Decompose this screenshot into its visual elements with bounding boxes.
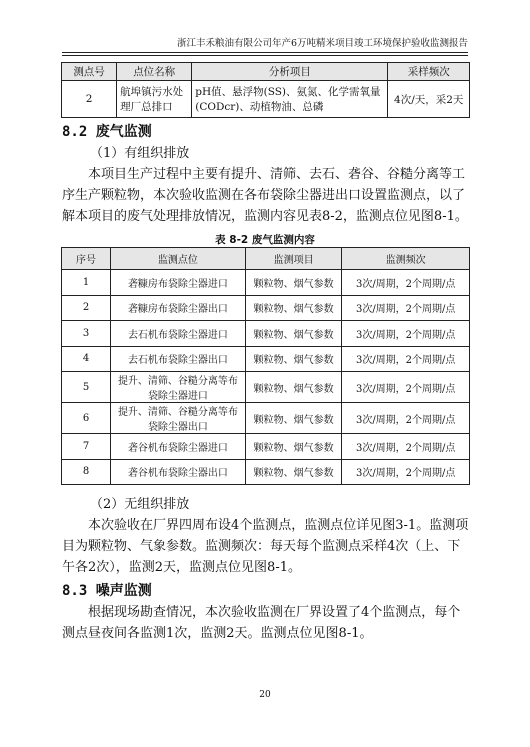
col-header-frequency: 监测频次 <box>342 248 470 270</box>
cell-item: 颗粒物、烟气参数 <box>245 270 341 296</box>
table-row <box>62 321 470 347</box>
cell-no: 5 <box>62 372 111 403</box>
cell-item: 颗粒物、烟气参数 <box>245 434 341 460</box>
table-row <box>62 270 470 296</box>
cell-no: 6 <box>62 403 111 434</box>
cell-site: 砻糠房布袋除尘器进口 <box>111 270 246 296</box>
cell-site: 去石机布袋除尘器进口 <box>111 321 246 347</box>
cell-item: 颗粒物、烟气参数 <box>245 372 341 403</box>
cell-item: 颗粒物、烟气参数 <box>245 321 341 347</box>
col-header-site: 监测点位 <box>111 248 246 270</box>
table-row <box>62 346 470 372</box>
cell-site: 提升、清筛、谷糙分离等布袋除尘器进口 <box>111 372 246 403</box>
table-row <box>62 81 470 118</box>
cell-freq: 3次/周期，2个周期/点 <box>342 403 470 434</box>
page-number: 20 <box>259 690 271 700</box>
cell-site: 砻糠房布袋除尘器出口 <box>111 295 246 321</box>
cell-name: 航埠镇污水处理厂总排口 <box>117 81 192 118</box>
water-monitoring-table <box>61 62 470 118</box>
page-header: 浙江丰禾粮油有限公司年产6万吨精米项目竣工环境保护验收监测报告 <box>62 35 468 53</box>
section-title-8-2: 8.2 废气监测 <box>62 124 152 140</box>
col-header-point-name: 点位名称 <box>117 63 192 81</box>
cell-freq: 3次/周期，2个周期/点 <box>342 372 470 403</box>
table-caption: 表 8-2 废气监测内容 <box>215 234 315 246</box>
paragraph-unorganized: 本次验收在厂界四周布设4个监测点，监测点位详见图3-1。监测项目为颗粒物、气象参数。监测频次：每天每个监测点采样4次（上、下午各2次），监测2天，监测点位见图8-1。 <box>62 518 469 575</box>
cell-no: 7 <box>62 434 111 460</box>
table-row <box>62 403 470 434</box>
col-header-analysis: 分析项目 <box>192 63 388 81</box>
cell-no: 2 <box>62 81 117 118</box>
cell-item: 颗粒物、烟气参数 <box>245 459 341 485</box>
cell-item: 颗粒物、烟气参数 <box>245 295 341 321</box>
cell-item: 颗粒物、烟气参数 <box>245 403 341 434</box>
cell-no: 1 <box>62 270 111 296</box>
cell-site: 砻谷机布袋除尘器出口 <box>111 459 246 485</box>
cell-no: 4 <box>62 346 111 372</box>
subheading-unorganized: （2）无组织排放 <box>90 497 190 512</box>
subheading-organized: （1）有组织排放 <box>90 146 190 161</box>
table-row <box>62 459 470 485</box>
col-header-frequency: 采样频次 <box>388 63 470 81</box>
cell-no: 2 <box>62 295 111 321</box>
col-header-no: 序号 <box>62 248 111 270</box>
cell-no: 8 <box>62 459 111 485</box>
paragraph-noise: 根据现场勘查情况，本次验收监测在厂界设置了4个监测点，每个测点昼夜间各监测1次，监测2天。监测点位见图8-1。 <box>62 605 461 641</box>
table-row <box>62 295 470 321</box>
table-row <box>62 372 470 403</box>
col-header-item: 监测项目 <box>245 248 341 270</box>
paragraph-organized: 本项目生产过程中主要有提升、清筛、去石、砻谷、谷糙分离等工序生产颗粒物，本次验收监测在各布袋除尘器进出口设置监测点，以了解本项目的废气处理排放情况，监测内容见表8-2，监测点位见图8-1。 <box>62 167 468 224</box>
cell-freq: 3次/周期，2个周期/点 <box>342 459 470 485</box>
cell-site: 砻谷机布袋除尘器进口 <box>111 434 246 460</box>
cell-freq: 3次/周期，2个周期/点 <box>342 321 470 347</box>
exhaust-monitoring-table <box>61 247 470 485</box>
col-header-point-no: 测点号 <box>62 63 117 81</box>
table-row <box>62 434 470 460</box>
cell-freq: 3次/周期，2个周期/点 <box>342 270 470 296</box>
cell-freq: 3次/周期，2个周期/点 <box>342 434 470 460</box>
cell-item: 颗粒物、烟气参数 <box>245 346 341 372</box>
cell-no: 3 <box>62 321 111 347</box>
cell-site: 去石机布袋除尘器出口 <box>111 346 246 372</box>
cell-freq: 3次/周期，2个周期/点 <box>342 346 470 372</box>
cell-freq: 3次/周期，2个周期/点 <box>342 295 470 321</box>
cell-freq: 4次/天，采2天 <box>388 81 470 118</box>
section-title-8-3: 8.3 噪声监测 <box>62 583 152 599</box>
cell-items: pH值、悬浮物(SS)、氨氮、化学需氧量(CODcr)、动植物油、总磷 <box>192 81 388 118</box>
cell-site: 提升、清筛、谷糙分离等布袋除尘器出口 <box>111 403 246 434</box>
